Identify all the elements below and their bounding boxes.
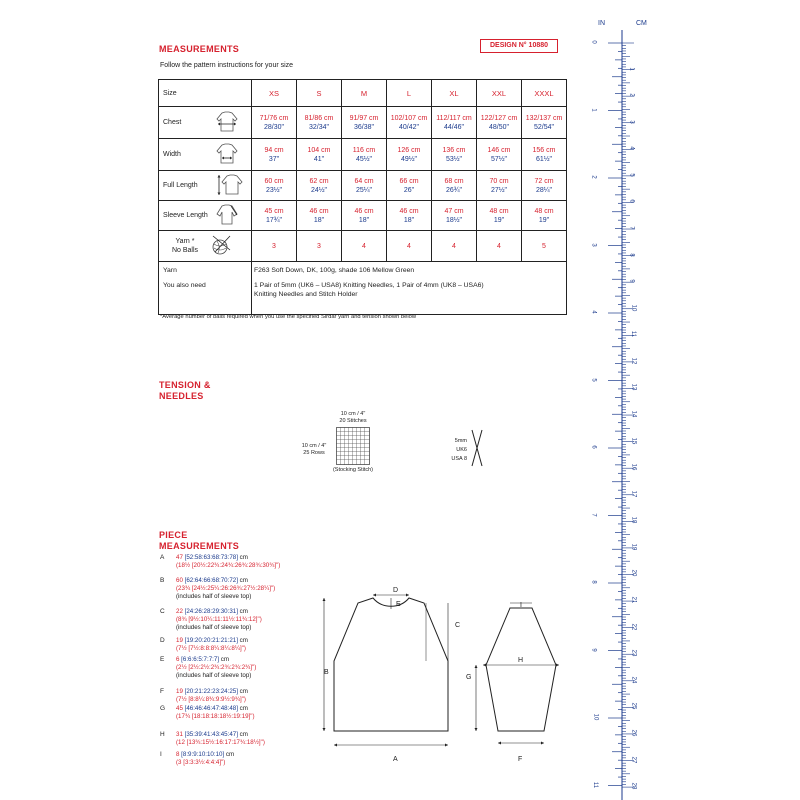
piece-letter: C xyxy=(160,608,165,615)
cm-label: 20 xyxy=(630,570,637,577)
diagram-label-c: C xyxy=(455,622,461,629)
cm-label: 9 xyxy=(628,279,635,283)
table-cell: 41" xyxy=(313,155,325,163)
piece-base: 60 xyxy=(176,577,183,584)
piece-values xyxy=(176,608,262,632)
yarn-balls-label xyxy=(163,237,207,255)
piece-base: 31 xyxy=(176,731,183,738)
piece-sizes: [8:9:9:10:10:10] xyxy=(179,751,225,758)
yarn-label-line1: Yarn * xyxy=(175,238,195,245)
yarn-balls-label-cell xyxy=(159,231,252,262)
size-xxxl: XXXL xyxy=(522,80,567,107)
piece-unit: cm xyxy=(237,688,248,695)
cm-label: 1 xyxy=(628,66,635,71)
diagram-label-b: B xyxy=(324,669,329,676)
piece-inches: (8¾ [9½:10¼:11:11½:11¾:12]") xyxy=(176,616,262,623)
inch-label: 6 xyxy=(590,445,597,449)
table-cell: 27½" xyxy=(490,186,508,194)
cm-label: 12 xyxy=(630,357,637,365)
cm-label: 26 xyxy=(630,729,637,737)
full-length-label-cell xyxy=(159,171,252,201)
yarn-ball-icon xyxy=(209,234,233,258)
table-cell: 62 cm xyxy=(309,177,329,185)
table-cell: 57½" xyxy=(490,155,508,163)
inch-label: 4 xyxy=(590,310,597,314)
also-need-line2: Knitting Needles and Stitch Holder xyxy=(254,291,358,298)
piece-values xyxy=(176,731,265,747)
table-cell: 146 cm xyxy=(487,146,511,154)
inch-label: 2 xyxy=(590,175,597,179)
piece-base: 47 xyxy=(176,554,183,561)
chest-row xyxy=(159,107,567,139)
piece-letter: D xyxy=(160,637,165,644)
inch-label: 1 xyxy=(590,107,597,112)
table-cell: 70 cm xyxy=(489,177,509,185)
table-cell: 61½" xyxy=(535,155,553,163)
sleeve-length-icon xyxy=(215,204,239,228)
cm-label: 27 xyxy=(630,756,637,763)
piece-note: (includes half of sleeve top) xyxy=(176,624,252,631)
table-cell: 28¼" xyxy=(535,186,553,194)
sweater-width-icon xyxy=(215,143,239,167)
piece-values xyxy=(176,637,248,653)
table-cell: 36/38" xyxy=(353,123,374,131)
size-xxl: XXL xyxy=(477,80,522,107)
also-need-line1: 1 Pair of 5mm (UK6 – USA8) Knitting Needles, 1 Pair of 4mm (UK8 – USA6) xyxy=(254,282,484,289)
diagram-label-i: I xyxy=(520,602,522,609)
width-label: Width xyxy=(163,151,181,158)
tension-stitches: 20 Stitches xyxy=(339,418,367,424)
chest-label-cell xyxy=(159,107,252,139)
needle-size-usa: USA 8 xyxy=(451,456,467,462)
design-number-badge: DESIGN N° 10880 xyxy=(480,39,558,53)
piece-letter: G xyxy=(160,705,166,712)
table-cell: 116 cm xyxy=(352,146,376,154)
diagram-label-f: F xyxy=(518,756,523,763)
width-label-cell xyxy=(159,139,252,171)
table-cell: 3 xyxy=(297,231,342,262)
ruler-inch-header: IN xyxy=(598,20,605,27)
yarn-label-line2: No Balls xyxy=(171,247,199,254)
table-cell: 46 cm xyxy=(309,207,329,215)
yarn-balls-row xyxy=(159,231,567,262)
piece-base: 19 xyxy=(176,637,183,644)
piece-inches: (18½ [20½:22¾:24¾:26¾:28¾:30¾]") xyxy=(176,562,281,569)
cm-label: 18 xyxy=(630,517,637,524)
sleeve-length-row xyxy=(159,201,567,231)
table-cell: 49½" xyxy=(400,155,418,163)
measurements-title: MEASUREMENTS xyxy=(159,44,240,54)
inch-label: 3 xyxy=(590,242,597,247)
piece-unit: cm xyxy=(224,751,235,758)
cm-label: 4 xyxy=(628,146,635,150)
inch-label: 7 xyxy=(590,512,597,517)
inch-label: 0 xyxy=(590,40,597,44)
inch-label: 8 xyxy=(590,580,597,584)
table-cell: 48 cm xyxy=(489,207,509,215)
piece-base: 8 xyxy=(176,751,180,758)
inch-label: 9 xyxy=(590,647,597,652)
table-cell: 81/86 cm xyxy=(304,114,334,122)
table-cell: 72 cm xyxy=(534,177,554,185)
piece-unit: cm xyxy=(237,554,248,561)
diagram-label-e: E xyxy=(396,601,401,608)
cm-label: 15 xyxy=(630,437,637,444)
table-cell: 19" xyxy=(538,216,550,224)
table-cell: 32/34" xyxy=(308,123,329,131)
size-xl: XL xyxy=(432,80,477,107)
table-cell: 18" xyxy=(403,216,415,224)
piece-unit: cm xyxy=(237,705,248,712)
table-cell: 44/46" xyxy=(443,123,464,131)
cm-label: 22 xyxy=(630,623,637,630)
cm-label: 28 xyxy=(630,782,637,790)
table-cell: 45½" xyxy=(355,155,373,163)
piece-sizes: [62:64:66:68:70:72] xyxy=(182,577,238,584)
table-cell: 66 cm xyxy=(399,177,419,185)
size-m: M xyxy=(342,80,387,107)
piece-letter: E xyxy=(160,656,165,663)
piece-inches: (7½ [8:8¼:8¾:9:9½:9¾]") xyxy=(176,696,246,703)
piece-letter: A xyxy=(160,554,165,561)
piece-unit: cm xyxy=(219,656,229,663)
table-cell: 122/127 cm xyxy=(480,114,518,122)
yarn-info-row xyxy=(159,262,567,315)
sleeve-length-label: Sleeve Length xyxy=(163,212,208,219)
cm-label: 25 xyxy=(630,703,637,710)
yarn-value: F263 Soft Down, DK, 100g, shade 106 Mellow Green xyxy=(254,267,415,274)
full-length-row xyxy=(159,171,567,201)
table-cell: 18" xyxy=(313,216,325,224)
table-cell: 52/54" xyxy=(533,123,554,131)
cm-label: 6 xyxy=(628,199,635,204)
cm-label: 24 xyxy=(630,676,637,684)
piece-base: 19 xyxy=(176,688,183,695)
table-cell: 4 xyxy=(387,231,432,262)
measuring-ruler xyxy=(590,30,650,800)
cm-label: 17 xyxy=(630,490,637,498)
table-cell: 132/137 cm xyxy=(525,114,563,122)
piece-inches: (17¾ [18:18:18:18½:19:19]") xyxy=(176,713,255,720)
table-cell: 102/107 cm xyxy=(390,114,428,122)
table-cell: 64 cm xyxy=(354,177,374,185)
intro-text: Follow the pattern instructions for your size xyxy=(160,62,294,69)
piece-sizes: [20:21:22:23:24:25] xyxy=(182,688,238,695)
piece-unit: cm xyxy=(237,637,248,644)
cm-label: 13 xyxy=(630,384,637,391)
table-cell: 23½" xyxy=(265,186,283,194)
table-cell: 48 cm xyxy=(534,207,554,215)
tension-stitch-type: (Stocking Stitch) xyxy=(332,467,374,473)
inch-label: 11 xyxy=(592,781,599,788)
tension-side-label xyxy=(294,443,334,457)
piece-note: (includes half of sleeve top) xyxy=(176,593,252,600)
piece-sizes: [35:39:41:43:45:47] xyxy=(182,731,238,738)
yarn-info-values xyxy=(252,262,567,315)
piece-inches: (3 [3:3:3½:4:4:4]") xyxy=(176,759,226,766)
cm-label: 3 xyxy=(628,120,635,124)
cm-label: 11 xyxy=(630,331,637,338)
piece-base: 6 xyxy=(176,656,180,663)
table-cell: 45 cm xyxy=(264,207,284,215)
cm-label: 19 xyxy=(630,543,637,551)
table-cell: 53½" xyxy=(445,155,463,163)
inch-label: 10 xyxy=(592,713,599,721)
table-cell: 3 xyxy=(252,231,297,262)
piece-letter: B xyxy=(160,577,165,584)
table-cell: 4 xyxy=(342,231,387,262)
ruler-cm-header: CM xyxy=(636,20,647,27)
chest-label: Chest xyxy=(163,119,182,126)
table-cell: 18½" xyxy=(445,216,463,224)
table-cell: 4 xyxy=(432,231,477,262)
piece-unit: cm xyxy=(237,731,248,738)
needle-size-uk: UK6 xyxy=(456,447,467,453)
piece-sizes: [24:26:28:29:30:31] xyxy=(182,608,238,615)
table-cell: 71/76 cm xyxy=(259,114,289,122)
piece-inches: (12 [13¾:15½:16:17:17¾:18½]") xyxy=(176,739,265,746)
table-cell: 104 cm xyxy=(307,146,331,154)
piece-unit: cm xyxy=(237,608,248,615)
size-l: L xyxy=(387,80,432,107)
table-cell: 18" xyxy=(358,216,370,224)
sweater-length-icon xyxy=(215,173,245,199)
table-cell: 91/97 cm xyxy=(349,114,379,122)
tension-rows: 25 Rows xyxy=(303,450,325,456)
piece-inches: (7½ [7½:8:8:8¼:8¼:8¼]") xyxy=(176,645,246,652)
diagram-label-d: D xyxy=(393,587,399,594)
piece-note: (includes half of sleeve top) xyxy=(176,672,252,679)
table-cell: 24½" xyxy=(310,186,328,194)
cm-label: 14 xyxy=(630,410,637,418)
table-cell: 47 cm xyxy=(444,207,464,215)
table-cell: 94 cm xyxy=(264,146,284,154)
piece-sizes: [46:46:46:47:48:48] xyxy=(182,705,238,712)
piece-base: 45 xyxy=(176,705,183,712)
size-xs: XS xyxy=(252,80,297,107)
also-need-label: You also need xyxy=(163,282,206,289)
piece-letter: H xyxy=(160,731,165,738)
tension-width: 10 cm / 4" xyxy=(340,411,366,417)
table-cell: 156 cm xyxy=(532,146,556,154)
piece-measurements-title: PIECE MEASUREMENTS xyxy=(159,530,240,551)
diagram-label-g: G xyxy=(466,674,472,681)
yarn-info-labels xyxy=(159,262,252,315)
diagram-label-h: H xyxy=(518,657,524,664)
size-label-cell xyxy=(159,80,252,107)
piece-sizes: [6:6:6:5:7:7:7] xyxy=(179,656,220,663)
needle-size-mm: 5mm xyxy=(454,438,467,444)
sweater-chest-icon xyxy=(215,111,239,135)
piece-sizes: [52:58:63:68:73:78] xyxy=(182,554,238,561)
piece-inches: (2½ [2½:2½:2¾:2¾:2¾:2¾]") xyxy=(176,664,257,671)
needle-sizes xyxy=(440,437,467,464)
piece-values xyxy=(176,705,255,721)
table-cell: 5 xyxy=(522,231,567,262)
table-cell: 28/30" xyxy=(263,123,284,131)
piece-letter: I xyxy=(160,751,162,758)
tension-swatch-grid xyxy=(336,427,370,465)
table-cell: 40/42" xyxy=(398,123,419,131)
piece-values xyxy=(176,554,280,570)
table-cell: 136 cm xyxy=(442,146,466,154)
full-length-label: Full Length xyxy=(163,182,198,189)
piece-base: 22 xyxy=(176,608,183,615)
tension-title: TENSION & NEEDLES xyxy=(159,380,211,401)
tension-height: 10 cm / 4" xyxy=(301,443,327,449)
cm-label: 21 xyxy=(630,596,637,604)
table-cell: 26" xyxy=(403,186,415,194)
piece-values xyxy=(176,656,256,680)
table-cell: 26¾" xyxy=(445,186,463,194)
tension-top-label xyxy=(320,411,386,425)
piece-values xyxy=(176,577,275,601)
table-cell: 37" xyxy=(268,155,280,163)
size-header-row xyxy=(159,80,567,107)
table-cell: 46 cm xyxy=(354,207,374,215)
table-cell: 60 cm xyxy=(264,177,284,185)
piece-letter: F xyxy=(160,688,164,695)
garment-schematic-diagram xyxy=(320,585,580,775)
size-label: Size xyxy=(163,89,177,97)
size-s: S xyxy=(297,80,342,107)
measurements-table xyxy=(158,79,567,315)
table-cell: 4 xyxy=(477,231,522,262)
cm-label: 16 xyxy=(630,463,637,471)
piece-sizes: [19:20:20:21:21:21] xyxy=(182,637,238,644)
piece-unit: cm xyxy=(237,577,248,584)
yarn-label: Yarn xyxy=(163,267,177,274)
piece-values xyxy=(176,688,248,704)
table-cell: 68 cm xyxy=(444,177,464,185)
cm-label: 2 xyxy=(628,93,635,97)
piece-values xyxy=(176,751,234,767)
table-cell: 17¾" xyxy=(265,216,283,224)
table-cell: 19" xyxy=(493,216,505,224)
footnote: *Average number of balls required when you use the specified Sirdar yarn and tension shown below xyxy=(160,314,417,320)
piece-inches: (23¾ [24½:25¼:26:26¾:27½:28¼]") xyxy=(176,585,276,592)
cm-label: 5 xyxy=(628,173,635,177)
sleeve-length-label-cell xyxy=(159,201,252,231)
knitting-needles-icon xyxy=(469,428,485,468)
table-cell: 112/117 cm xyxy=(436,114,472,122)
diagram-label-a: A xyxy=(393,756,398,763)
cm-label: 23 xyxy=(630,649,637,657)
inch-label: 5 xyxy=(590,377,597,382)
table-cell: 48/50" xyxy=(488,123,509,131)
cm-label: 8 xyxy=(628,252,635,257)
table-cell: 126 cm xyxy=(397,146,421,154)
cm-label: 10 xyxy=(630,304,637,312)
table-cell: 46 cm xyxy=(399,207,419,215)
width-row xyxy=(159,139,567,171)
cm-label: 7 xyxy=(628,226,635,230)
table-cell: 25¼" xyxy=(355,186,373,194)
